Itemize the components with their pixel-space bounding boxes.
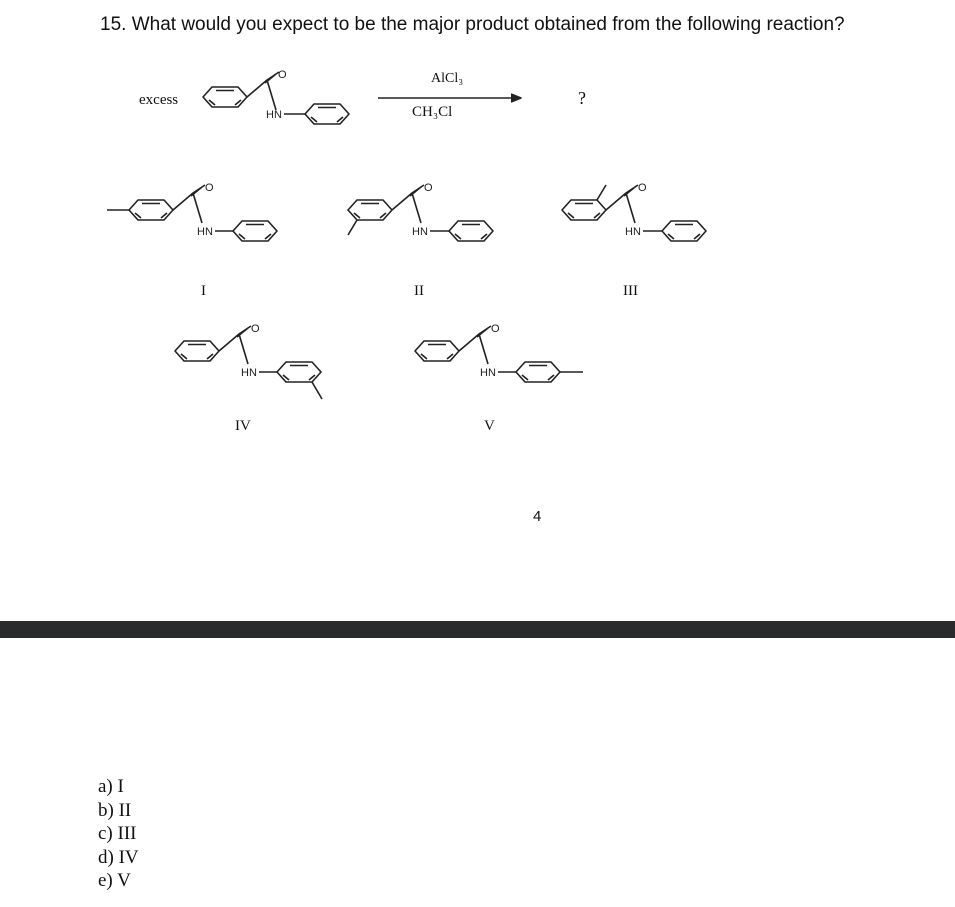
svg-text:O: O xyxy=(251,323,260,335)
oxygen-label: O xyxy=(278,69,287,81)
svg-text:HN: HN xyxy=(197,226,213,238)
choice-e[interactable]: e) V xyxy=(98,870,131,891)
svg-text:HN: HN xyxy=(412,226,428,238)
numeral-v: V xyxy=(484,418,495,434)
answer-choices xyxy=(98,775,139,893)
excess-label: excess xyxy=(139,92,179,108)
svg-text:HN: HN xyxy=(241,367,257,379)
svg-text:HN: HN xyxy=(480,367,496,379)
nh-label: HN xyxy=(266,109,282,121)
svg-text:O: O xyxy=(205,182,214,194)
reagent-ch3cl: CH₃Cl xyxy=(412,104,453,120)
product-question-mark: ? xyxy=(578,88,586,108)
choice-c[interactable]: c) III xyxy=(98,823,137,844)
svg-text:HN: HN xyxy=(625,226,641,238)
question-text: 15. What would you expect to be the major product obtained from the following reaction? xyxy=(100,14,845,35)
svg-text:O: O xyxy=(638,182,647,194)
numeral-iv: IV xyxy=(235,418,251,434)
svg-text:O: O xyxy=(424,182,433,194)
svg-text:O: O xyxy=(491,323,500,335)
numeral-i: I xyxy=(201,283,206,299)
choice-b[interactable]: b) II xyxy=(98,799,132,821)
page-divider xyxy=(0,621,955,638)
reagent-alcl3: AlCl₃ xyxy=(431,71,464,86)
page-number: 4 xyxy=(533,508,542,525)
choice-a[interactable]: a) I xyxy=(98,776,124,797)
numeral-iii: III xyxy=(623,283,638,299)
numeral-ii: II xyxy=(414,283,424,299)
choice-d[interactable]: d) IV xyxy=(98,846,139,868)
